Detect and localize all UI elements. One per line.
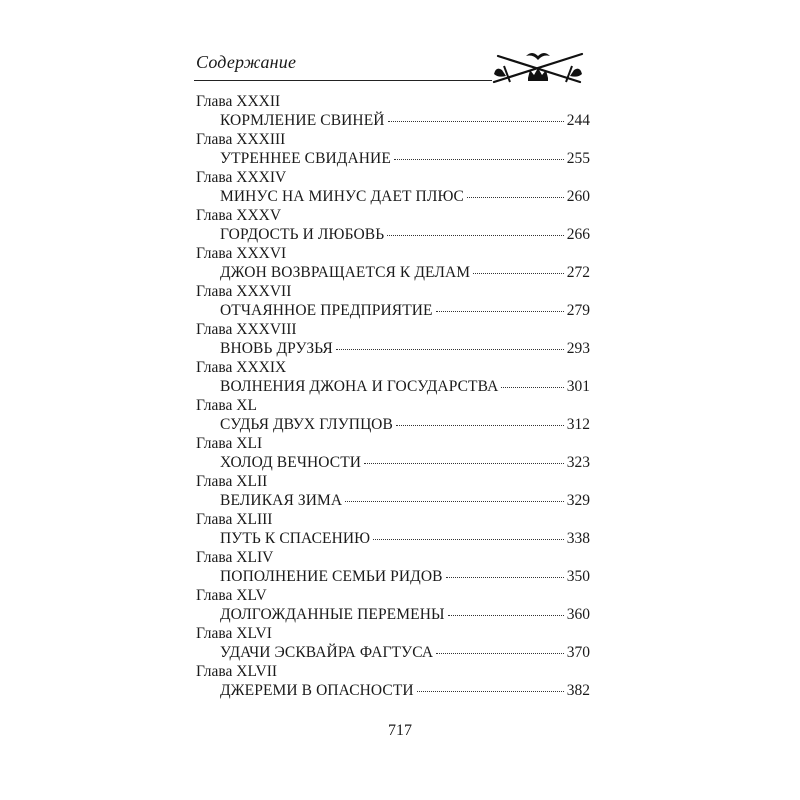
toc-item — [196, 206, 590, 244]
chapter-entry — [196, 339, 590, 358]
chapter-title: ОТЧАЯННОЕ ПРЕДПРИЯТИЕ — [220, 302, 433, 319]
chapter-title: ПУТЬ К СПАСЕНИЮ — [220, 530, 371, 547]
dot-leader — [364, 462, 564, 464]
dot-leader — [467, 196, 564, 198]
chapter-entry — [196, 301, 590, 320]
dot-leader — [446, 576, 564, 578]
dot-leader — [345, 500, 564, 502]
toc-item — [196, 244, 590, 282]
toc-item — [196, 282, 590, 320]
chapter-number: Глава XXXVI — [196, 245, 287, 262]
chapter-title: КОРМЛЕНИЕ СВИНЕЙ — [220, 112, 385, 129]
dot-leader — [387, 234, 564, 236]
chapter-entry — [196, 415, 590, 434]
dot-leader — [373, 538, 564, 540]
dot-leader — [436, 652, 564, 654]
chapter-title: ПОПОЛНЕНИЕ СЕМЬИ РИДОВ — [220, 568, 443, 585]
toc-item — [196, 472, 590, 510]
crossed-swords-crown-icon — [488, 48, 588, 88]
chapter-title: ВНОВЬ ДРУЗЬЯ — [220, 340, 333, 357]
chapter-entry — [196, 111, 590, 130]
chapter-title: ВОЛНЕНИЯ ДЖОНА И ГОСУДАРСТВА — [220, 378, 499, 395]
chapter-number: Глава XLIII — [196, 511, 273, 528]
toc-item — [196, 586, 590, 624]
chapter-page-number: 301 — [566, 378, 590, 395]
chapter-entry — [196, 681, 590, 700]
chapter-page-number: 360 — [566, 606, 590, 623]
chapter-entry — [196, 453, 590, 472]
chapter-page-number: 266 — [566, 226, 590, 243]
chapter-number: Глава XLI — [196, 435, 263, 452]
toc-item — [196, 92, 590, 130]
chapter-number: Глава XLVI — [196, 625, 272, 642]
chapter-number: Глава XXXVIII — [196, 321, 297, 338]
dot-leader — [473, 272, 564, 274]
chapter-title: ГОРДОСТЬ И ЛЮБОВЬ — [220, 226, 385, 243]
chapter-number: Глава XL — [196, 397, 257, 414]
chapter-title: УТРЕННЕЕ СВИДАНИЕ — [220, 150, 391, 167]
chapter-title: УДАЧИ ЭСКВАЙРА ФАГТУСА — [220, 644, 434, 661]
chapter-entry — [196, 377, 590, 396]
chapter-page-number: 382 — [566, 682, 590, 699]
chapter-title: ДОЛГОЖДАННЫЕ ПЕРЕМЕНЫ — [220, 606, 445, 623]
dot-leader — [396, 424, 564, 426]
dot-leader — [394, 158, 564, 160]
dot-leader — [417, 690, 564, 692]
chapter-entry — [196, 225, 590, 244]
toc-item — [196, 320, 590, 358]
chapter-page-number: 255 — [566, 150, 590, 167]
dot-leader — [336, 348, 564, 350]
chapter-entry — [196, 149, 590, 168]
chapter-entry — [196, 529, 590, 548]
chapter-page-number: 260 — [566, 188, 590, 205]
chapter-number: Глава XXXIV — [196, 169, 287, 186]
chapter-page-number: 279 — [566, 302, 590, 319]
table-of-contents — [196, 92, 590, 700]
chapter-number: Глава XLII — [196, 473, 268, 490]
toc-item — [196, 434, 590, 472]
chapter-page-number: 312 — [566, 416, 590, 433]
chapter-title: ХОЛОД ВЕЧНОСТИ — [220, 454, 362, 471]
chapter-title: СУДЬЯ ДВУХ ГЛУПЦОВ — [220, 416, 393, 433]
chapter-title: ДЖОН ВОЗВРАЩАЕТСЯ К ДЕЛАМ — [220, 264, 471, 281]
chapter-entry — [196, 187, 590, 206]
toc-item — [196, 662, 590, 700]
chapter-page-number: 338 — [566, 530, 590, 547]
chapter-entry — [196, 605, 590, 624]
chapter-page-number: 370 — [566, 644, 590, 661]
dot-leader — [388, 120, 564, 122]
dot-leader — [501, 386, 563, 388]
toc-item — [196, 510, 590, 548]
chapter-page-number: 323 — [566, 454, 590, 471]
header-rule — [194, 80, 492, 81]
chapter-entry — [196, 263, 590, 282]
chapter-number: Глава XLVII — [196, 663, 278, 680]
chapter-title: МИНУС НА МИНУС ДАЕТ ПЛЮС — [220, 188, 464, 205]
chapter-entry — [196, 491, 590, 510]
chapter-title: ВЕЛИКАЯ ЗИМА — [220, 492, 343, 509]
toc-item — [196, 548, 590, 586]
page-number: 717 — [388, 722, 412, 739]
chapter-page-number: 244 — [566, 112, 590, 129]
chapter-number: Глава XXXII — [196, 93, 281, 110]
toc-item — [196, 130, 590, 168]
toc-item — [196, 358, 590, 396]
chapter-number: Глава XXXIX — [196, 359, 287, 376]
chapter-page-number: 272 — [566, 264, 590, 281]
chapter-title: ДЖЕРЕМИ В ОПАСНОСТИ — [220, 682, 414, 699]
chapter-number: Глава XXXIII — [196, 131, 286, 148]
toc-item — [196, 396, 590, 434]
dot-leader — [436, 310, 564, 312]
chapter-page-number: 329 — [566, 492, 590, 509]
dot-leader — [448, 614, 564, 616]
toc-item — [196, 624, 590, 662]
chapter-entry — [196, 567, 590, 586]
chapter-page-number: 293 — [566, 340, 590, 357]
toc-item — [196, 168, 590, 206]
chapter-number: Глава XXXVII — [196, 283, 292, 300]
chapter-entry — [196, 643, 590, 662]
chapter-page-number: 350 — [566, 568, 590, 585]
chapter-number: Глава XXXV — [196, 207, 282, 224]
running-head: Содержание — [196, 52, 297, 72]
chapter-number: Глава XLIV — [196, 549, 274, 566]
chapter-number: Глава XLV — [196, 587, 267, 604]
